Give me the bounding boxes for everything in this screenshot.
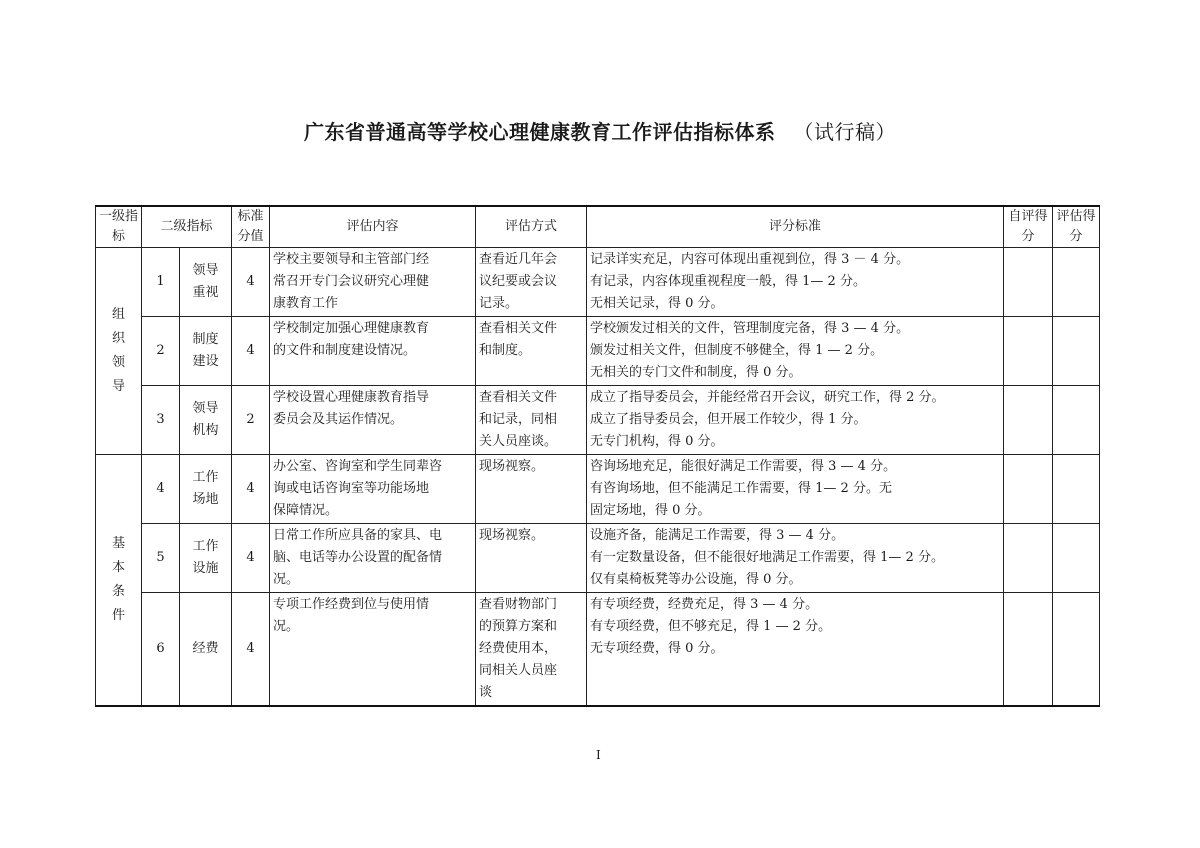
text-line: 况。 [273, 572, 300, 587]
text-line: 有咨询场地，但不能满足工作需要，得 1— 2 分。无 [590, 481, 892, 496]
row-number: 5 [142, 524, 180, 593]
row-number: 1 [142, 248, 180, 317]
text-line: 成立了指导委员会，但开展工作较少，得 1 分。 [590, 412, 867, 427]
text-line: 有专项经费，但不够充足，得 1 — 2 分。 [590, 619, 832, 634]
text-line: 的文件和制度建设情况。 [273, 343, 417, 358]
self-score-cell [1004, 593, 1053, 707]
level1-label: 组织领导 [111, 307, 125, 394]
content-cell [270, 524, 476, 593]
level1-cell [96, 248, 142, 455]
text-line: 无专项经费，得 0 分。 [590, 641, 724, 656]
table-header-row [96, 206, 1100, 248]
text-line: 工作 [192, 470, 219, 485]
text-line: 成立了指导委员会，并能经常召开会议，研究工作，得 2 分。 [590, 390, 945, 405]
text-line: 建设 [192, 354, 219, 369]
text-line: 咨询场地充足，能很好满足工作需要，得 3 — 4 分。 [590, 459, 897, 474]
text-line: 康教育工作 [273, 296, 339, 311]
text-line: 办公室、咨询室和学生同辈咨 [273, 459, 443, 474]
text-line: 专项工作经费到位与使用情 [273, 597, 430, 612]
text-line: 无相关的专门文件和制度，得 0 分。 [590, 365, 802, 380]
content-cell [270, 386, 476, 455]
method-cell [476, 524, 587, 593]
level2-name [180, 524, 232, 593]
text-line: 询或电话咨询室等功能场地 [273, 481, 430, 496]
text-line: 经费使用本， [479, 641, 558, 656]
text-line: 和记录，同相 [479, 412, 558, 427]
table-row [96, 386, 1100, 455]
row-number: 2 [142, 317, 180, 386]
text-line: 同相关人员座 [479, 663, 558, 678]
standard-score: 4 [232, 524, 270, 593]
text-line: 学校制定加强心理健康教育 [273, 321, 430, 336]
text-line: 经费 [192, 641, 219, 656]
method-cell [476, 317, 587, 386]
text-line: 日常工作所应具备的家具、电 [273, 528, 443, 543]
method-cell [476, 386, 587, 455]
text-line: 现场视察。 [479, 528, 545, 543]
level2-name [180, 248, 232, 317]
eval-score-cell [1053, 593, 1100, 707]
text-line: 学校主要领导和主管部门经 [273, 252, 430, 267]
level1-label: 基本条件 [111, 536, 125, 623]
text-line: 机构 [192, 423, 219, 438]
method-cell [476, 593, 587, 707]
criteria-cell [587, 524, 1004, 593]
text-line: 有专项经费，经费充足，得 3 — 4 分。 [590, 597, 819, 612]
content-cell [270, 593, 476, 707]
text-line: 领导 [192, 263, 219, 278]
text-line: 况。 [273, 619, 300, 634]
content-cell [270, 317, 476, 386]
eval-score-cell [1053, 386, 1100, 455]
table-row [96, 248, 1100, 317]
text-line: 关人员座谈。 [479, 434, 558, 449]
text-line: 学校颁发过相关的文件，管理制度完备，得 3 — 4 分。 [590, 321, 910, 336]
self-score-cell [1004, 317, 1053, 386]
table-row [96, 317, 1100, 386]
standard-score: 4 [232, 248, 270, 317]
self-score-cell [1004, 248, 1053, 317]
title-sub: （试行稿） [793, 120, 896, 144]
eval-score-cell [1053, 524, 1100, 593]
text-line: 查看近几年会 [479, 252, 558, 267]
standard-score: 4 [232, 317, 270, 386]
text-line: 查看相关文件 [479, 321, 558, 336]
text-line: 查看相关文件 [479, 390, 558, 405]
text-line: 领导 [192, 401, 219, 416]
page-title [0, 116, 1200, 145]
text-line: 保障情况。 [273, 503, 339, 518]
level2-name [180, 386, 232, 455]
header-eval-score: 评估得分 [1053, 206, 1100, 248]
text-line: 脑、电话等办公设置的配备情 [273, 550, 443, 565]
method-cell [476, 455, 587, 524]
table-body [96, 248, 1100, 707]
text-line: 现场视察。 [479, 459, 545, 474]
content-cell [270, 248, 476, 317]
row-number: 4 [142, 455, 180, 524]
eval-score-cell [1053, 455, 1100, 524]
text-line: 的预算方案和 [479, 619, 558, 634]
text-line: 工作 [192, 539, 219, 554]
eval-score-cell [1053, 317, 1100, 386]
criteria-cell [587, 455, 1004, 524]
criteria-cell [587, 593, 1004, 707]
header-standard-score: 标准分值 [232, 206, 270, 248]
text-line: 无专门机构，得 0 分。 [590, 434, 724, 449]
text-line: 常召开专门会议研究心理健 [273, 274, 430, 289]
criteria-cell [587, 386, 1004, 455]
criteria-cell [587, 317, 1004, 386]
text-line: 仅有桌椅板凳等办公设施，得 0 分。 [590, 572, 802, 587]
evaluation-table [95, 205, 1100, 707]
text-line: 颁发过相关文件，但制度不够健全，得 1 — 2 分。 [590, 343, 884, 358]
text-line: 记录。 [479, 296, 519, 311]
text-line: 设施 [192, 561, 219, 576]
level2-name [180, 593, 232, 707]
method-cell [476, 248, 587, 317]
text-line: 学校设置心理健康教育指导 [273, 390, 430, 405]
self-score-cell [1004, 455, 1053, 524]
level2-name [180, 455, 232, 524]
table-row [96, 593, 1100, 707]
row-number: 6 [142, 593, 180, 707]
text-line: 场地 [192, 492, 219, 507]
table-row [96, 524, 1100, 593]
text-line: 设施齐备，能满足工作需要，得 3 — 4 分。 [590, 528, 845, 543]
text-line: 有记录，内容体现重视程度一般，得 1— 2 分。 [590, 274, 866, 289]
text-line: 谈 [479, 685, 493, 700]
text-line: 议纪要或会议 [479, 274, 558, 289]
level2-name [180, 317, 232, 386]
standard-score: 2 [232, 386, 270, 455]
eval-score-cell [1053, 248, 1100, 317]
header-criteria: 评分标准 [587, 206, 1004, 248]
text-line: 重视 [192, 285, 219, 300]
header-method: 评估方式 [476, 206, 587, 248]
self-score-cell [1004, 524, 1053, 593]
text-line: 固定场地，得 0 分。 [590, 503, 711, 518]
criteria-cell [587, 248, 1004, 317]
text-line: 记录详实充足，内容可体现出重视到位，得 3 － 4 分。 [590, 252, 910, 267]
header-level2: 二级指标 [142, 206, 232, 248]
text-line: 有一定数量设备，但不能很好地满足工作需要，得 1— 2 分。 [590, 550, 944, 565]
standard-score: 4 [232, 455, 270, 524]
table-row [96, 455, 1100, 524]
level1-cell [96, 455, 142, 707]
header-self-score: 自评得分 [1004, 206, 1053, 248]
text-line: 制度 [192, 332, 219, 347]
self-score-cell [1004, 386, 1053, 455]
text-line: 委员会及其运作情况。 [273, 412, 404, 427]
row-number: 3 [142, 386, 180, 455]
content-cell [270, 455, 476, 524]
page-number: I [596, 748, 601, 762]
header-content: 评估内容 [270, 206, 476, 248]
text-line: 查看财物部门 [479, 597, 558, 612]
text-line: 和制度。 [479, 343, 532, 358]
title-main: 广东省普通高等学校心理健康教育工作评估指标体系 [304, 120, 776, 144]
standard-score: 4 [232, 593, 270, 707]
header-level1: 一级指标 [96, 206, 142, 248]
text-line: 无相关记录，得 0 分。 [590, 296, 724, 311]
